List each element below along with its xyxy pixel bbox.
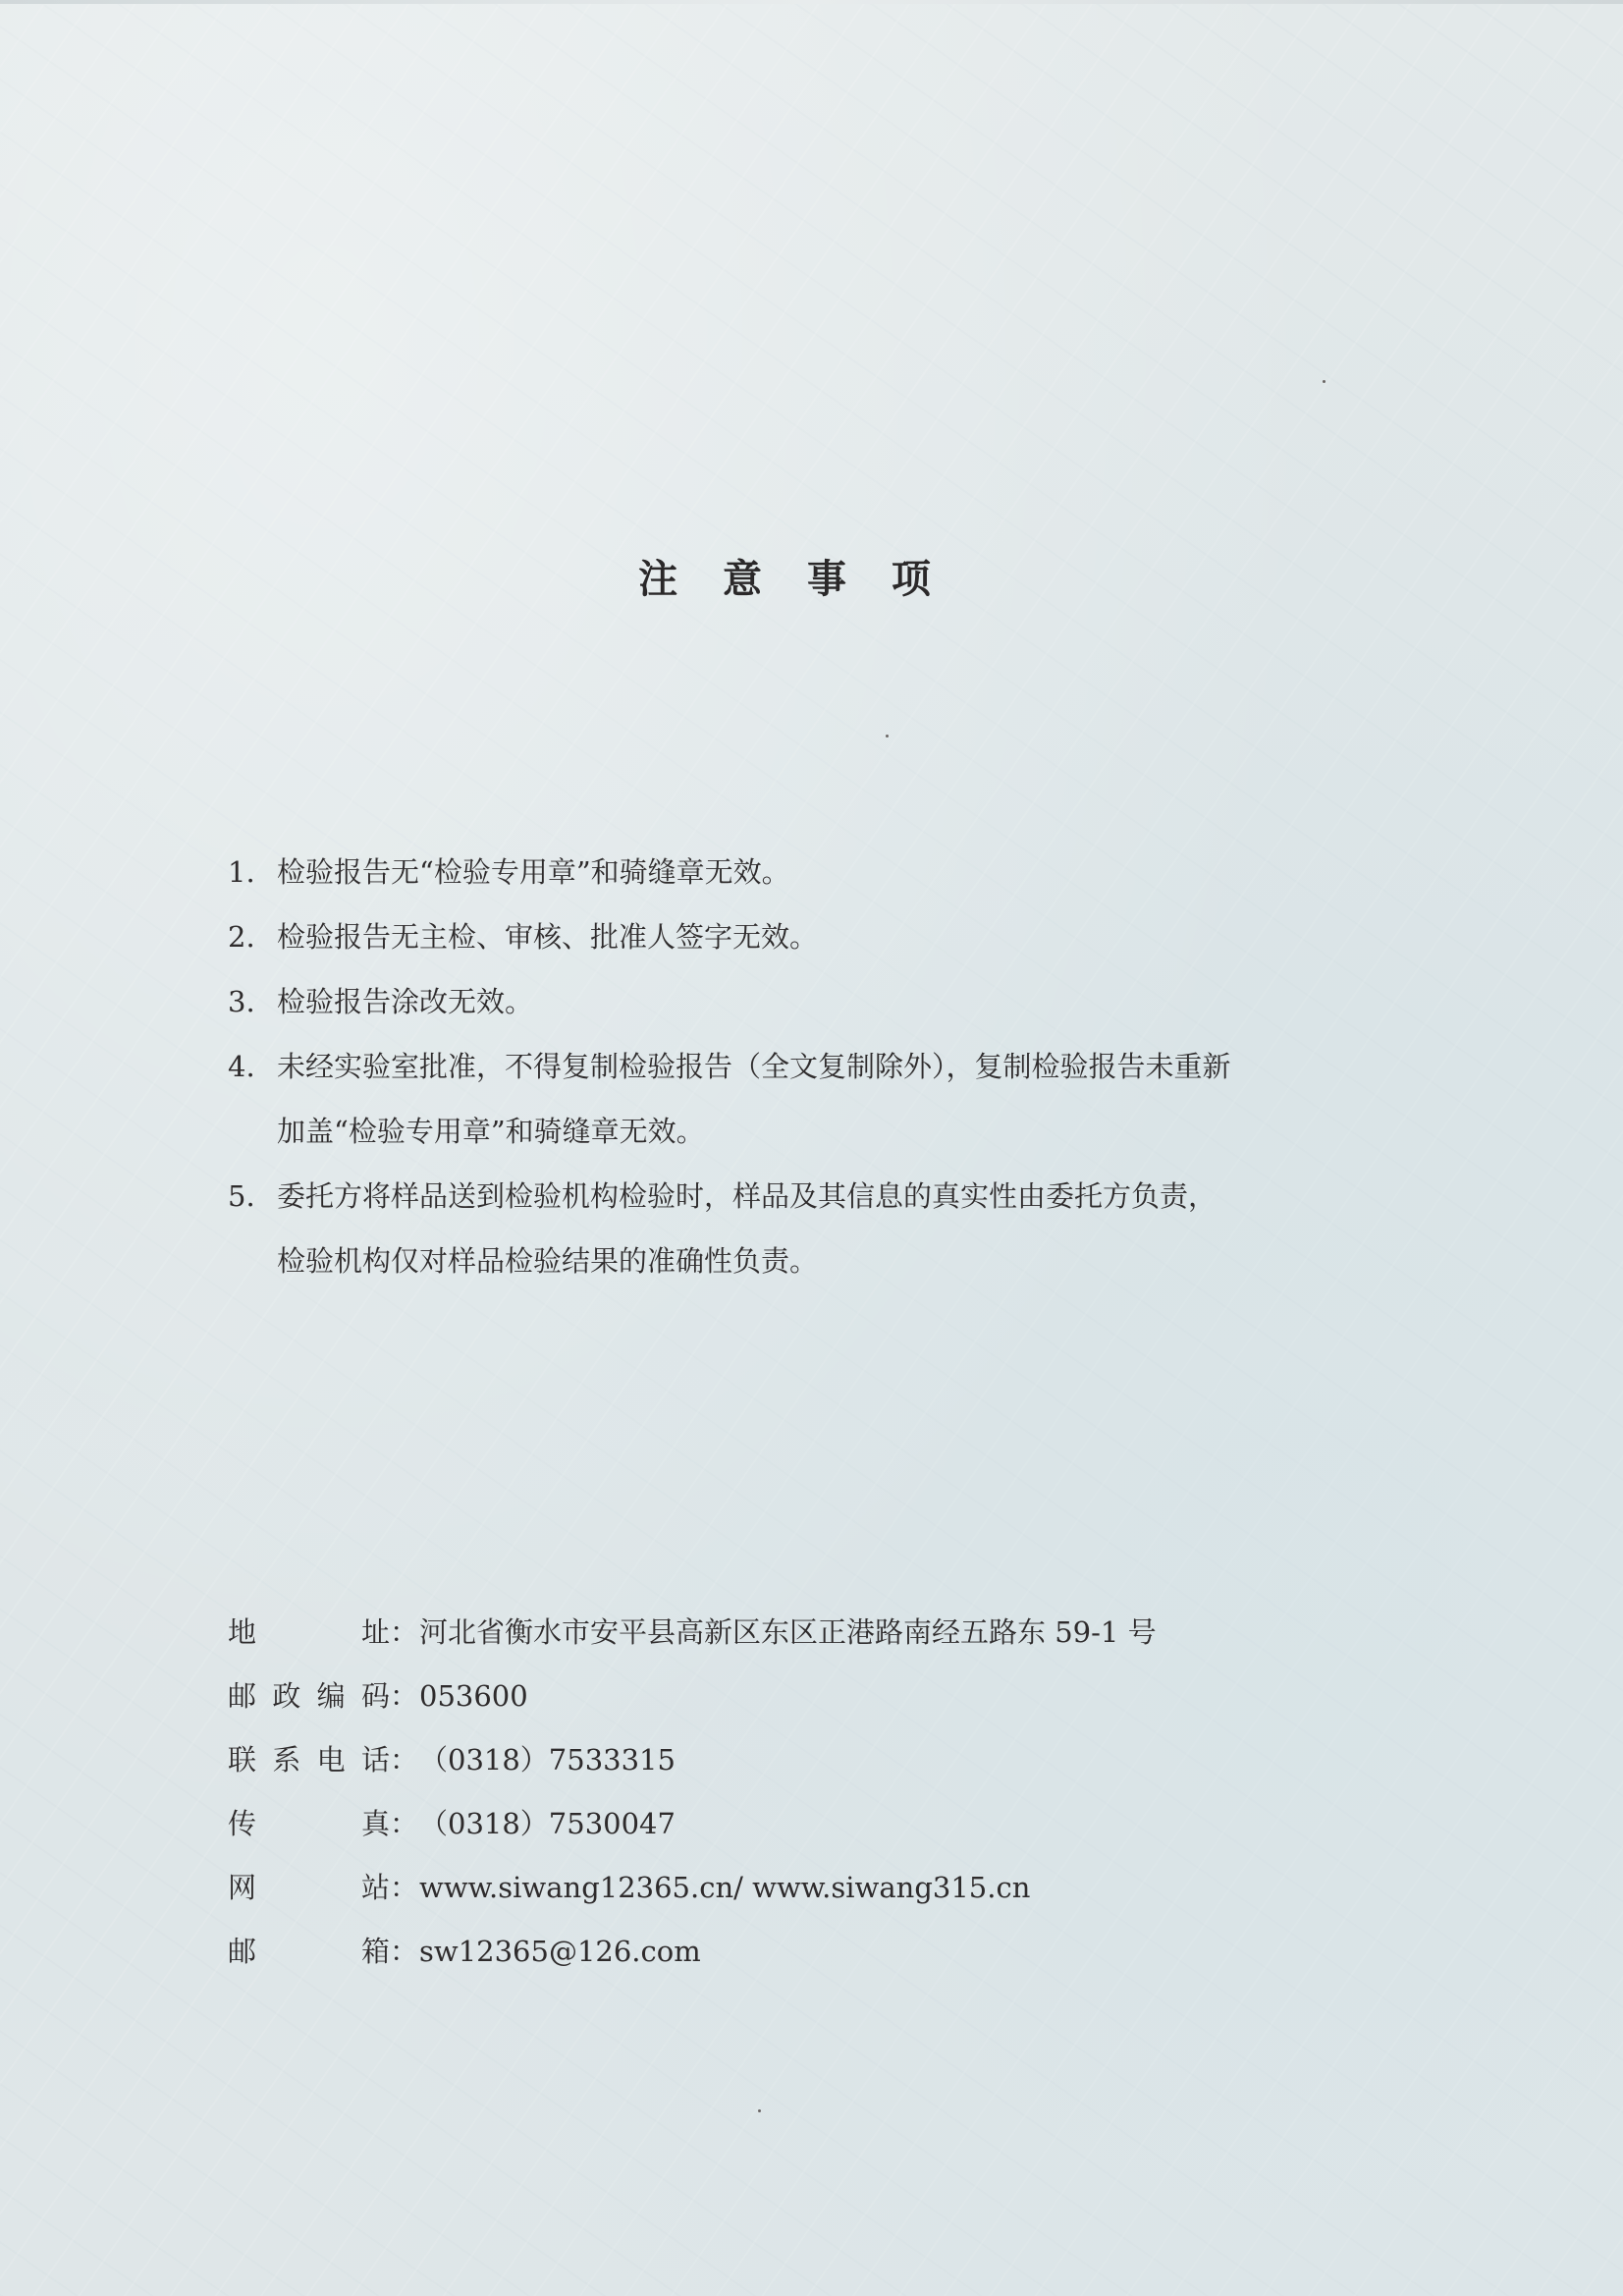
label-char: 网 xyxy=(228,1871,257,1904)
label-char: 真 xyxy=(360,1807,390,1840)
label-separator: ： xyxy=(390,1615,419,1649)
label-char: 邮 xyxy=(228,1679,257,1713)
label-separator: ： xyxy=(390,1679,419,1713)
notice-number: 3. xyxy=(228,985,255,1018)
notice-item-3 xyxy=(228,969,1445,1034)
contact-fax xyxy=(228,1792,1406,1856)
contact-value: （0318）7533315 xyxy=(419,1743,676,1777)
page-title: 注 意 事 项 xyxy=(638,557,947,602)
contact-website xyxy=(228,1856,1406,1920)
notice-line: 检验机构仅对样品检验结果的准确性负责。 xyxy=(277,1244,819,1278)
label-separator: ： xyxy=(390,1743,419,1777)
label-char: 址 xyxy=(360,1615,390,1649)
contact-label xyxy=(228,1665,390,1728)
contact-phone xyxy=(228,1728,1406,1792)
label-char: 电 xyxy=(316,1743,346,1777)
contact-value: 河北省衡水市安平县高新区东区正港路南经五路东 59-1 号 xyxy=(419,1615,1157,1649)
notice-number: 4. xyxy=(228,1050,255,1083)
notice-text xyxy=(277,1164,1445,1293)
contact-label xyxy=(228,1601,390,1665)
contact-value: （0318）7530047 xyxy=(419,1807,676,1840)
contact-label xyxy=(228,1728,390,1792)
label-char: 邮 xyxy=(228,1935,257,1968)
notice-list xyxy=(228,840,1445,1293)
label-char: 箱 xyxy=(360,1935,390,1968)
label-char: 码 xyxy=(360,1679,390,1713)
notice-item-4 xyxy=(228,1034,1445,1164)
contact-label xyxy=(228,1856,390,1920)
label-char: 编 xyxy=(316,1679,346,1713)
contact-email xyxy=(228,1920,1406,1984)
label-char: 站 xyxy=(360,1871,390,1904)
label-char: 联 xyxy=(228,1743,257,1777)
label-char: 传 xyxy=(228,1807,257,1840)
contact-value: sw12365@126.com xyxy=(419,1935,701,1968)
paper-speck xyxy=(1323,380,1325,383)
label-separator: ： xyxy=(390,1871,419,1904)
contact-info xyxy=(228,1601,1406,1984)
contact-address xyxy=(228,1601,1406,1665)
notice-line: 检验报告无“检验专用章”和骑缝章无效。 xyxy=(277,855,790,889)
notice-item-1 xyxy=(228,840,1445,904)
paper-edge xyxy=(0,0,1623,4)
notice-text xyxy=(277,904,1445,969)
label-char: 系 xyxy=(272,1743,301,1777)
paper-speck xyxy=(758,2109,761,2112)
notice-text xyxy=(277,1034,1445,1164)
notice-item-2 xyxy=(228,904,1445,969)
label-separator: ： xyxy=(390,1935,419,1968)
notice-text xyxy=(277,840,1445,904)
contact-postcode xyxy=(228,1665,1406,1728)
contact-label xyxy=(228,1920,390,1984)
notice-item-5 xyxy=(228,1164,1445,1293)
notice-text xyxy=(277,969,1445,1034)
notice-number: 1. xyxy=(228,855,255,889)
label-char: 话 xyxy=(360,1743,390,1777)
label-char: 政 xyxy=(272,1679,301,1713)
notice-line: 检验报告涂改无效。 xyxy=(277,985,534,1018)
contact-label xyxy=(228,1792,390,1856)
notice-number: 2. xyxy=(228,920,255,954)
paper-speck xyxy=(886,735,889,738)
label-char: 地 xyxy=(228,1615,257,1649)
notice-line: 检验报告无主检、审核、批准人签字无效。 xyxy=(277,920,819,954)
contact-value: 053600 xyxy=(419,1679,528,1713)
notice-line: 未经实验室批准，不得复制检验报告（全文复制除外），复制检验报告未重新 xyxy=(277,1050,1231,1083)
label-separator: ： xyxy=(390,1807,419,1840)
notice-line: 加盖“检验专用章”和骑缝章无效。 xyxy=(277,1115,705,1148)
notice-number: 5. xyxy=(228,1179,255,1213)
contact-value: www.siwang12365.cn/ www.siwang315.cn xyxy=(419,1871,1031,1904)
notice-line: 委托方将样品送到检验机构检验时，样品及其信息的真实性由委托方负责， xyxy=(277,1179,1217,1213)
